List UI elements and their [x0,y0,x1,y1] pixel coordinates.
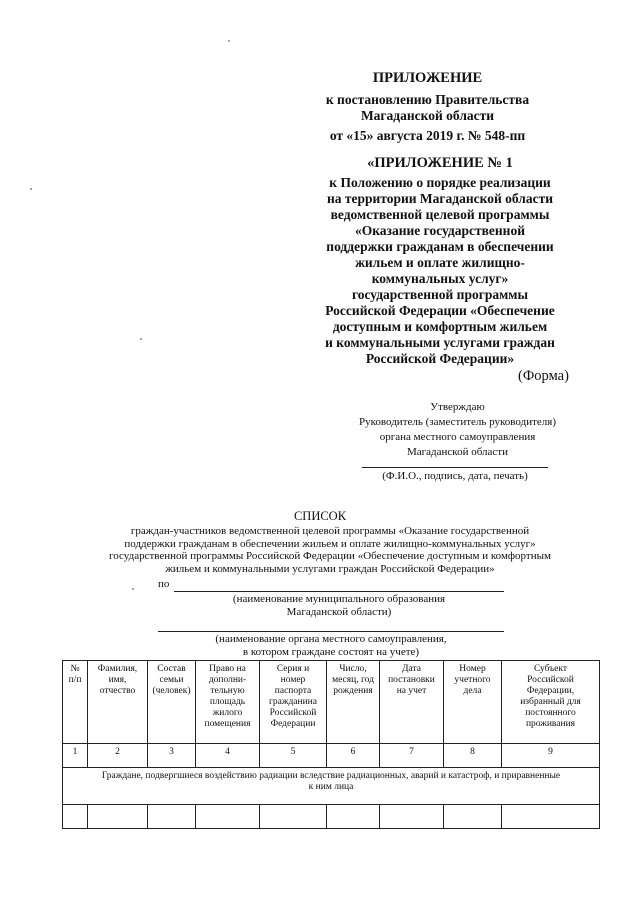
table-cell[interactable] [444,805,502,829]
list-line: государственной программы Российской Федерации «Обеспечение доступным и комфортным [109,550,551,562]
column-number: 4 [196,744,260,768]
authority-caption-line: в котором граждане состоят на учете) [242,646,420,658]
column-header: Число, месяц, год рождения [327,661,380,744]
appendix-line: ведомственной целевой программы [330,207,550,222]
form-label: (Форма) [518,368,569,384]
municipality-line [174,591,504,592]
appendix-line: на территории Магаданской области [326,191,554,206]
column-number: 7 [380,744,444,768]
column-header: Дата постановки на учет [380,661,444,744]
table-header-row [63,661,600,744]
appendix-line: доступным и комфортным жильем [332,319,548,334]
category-line: Граждане, подвергшиеся воздействию радиации вследствие радиационных, аварий и катастроф, и приравненные [101,771,561,781]
column-header: Состав семьи (человек) [148,661,196,744]
column-header: № п/п [63,661,88,744]
approval [330,400,585,460]
column-header: Серия и номер паспорта гражданина Российской Федерации [260,661,327,744]
column-number: 6 [327,744,380,768]
scan-speck [132,588,134,590]
scan-speck [140,338,142,340]
table-cell[interactable] [327,805,380,829]
authority-caption-line: (наименование органа местного самоуправления, [215,633,447,645]
municipality-caption-line: (наименование муниципального образования [232,593,446,605]
table-row [63,805,600,829]
category-line: к ним лица [308,782,354,792]
appendix-line: и коммунальными услугами граждан [325,335,555,350]
approval-line: органа местного самоуправления [379,431,536,443]
header-line4: от «15» августа 2019 г. № 548-пп [329,128,526,143]
category-row [63,768,600,805]
appendix [295,155,585,367]
authority-line [158,631,504,632]
appendix-line: «Оказание государственной [354,223,525,238]
column-number: 3 [148,744,196,768]
scan-speck [30,188,32,190]
appendix-line: к Положению о порядке реализации [329,175,551,190]
list-title: СПИСОК [293,509,347,523]
appendix-line: коммунальных услуг» [371,271,509,286]
municipality-caption [174,593,504,619]
appendix-line: жильем и оплате жилищно- [355,255,525,270]
table-cell[interactable] [196,805,260,829]
scan-speck [228,40,230,42]
column-header: Право на дополни- тельную площадь жилого помещения [196,661,260,744]
header-line3: Магаданской области [360,108,495,123]
column-header: Номер учетного дела [444,661,502,744]
citizens-table [62,660,600,829]
column-number: 5 [260,744,327,768]
column-number: 2 [88,744,148,768]
table-cell[interactable] [63,805,88,829]
column-header: Фамилия, имя, отчество [88,661,148,744]
header-line2: к постановлению Правительства [325,92,530,107]
list-line: граждан-участников ведомственной целевой программы «Оказание государственной [130,525,530,537]
table-cell[interactable] [380,805,444,829]
list-description [60,525,600,575]
po-label: по [158,578,170,590]
column-header: Субъект Российской Федерации, избранный для постоянного проживания [502,661,600,744]
column-number: 1 [63,744,88,768]
appendix-title: «ПРИЛОЖЕНИЕ № 1 [367,155,513,171]
table-cell[interactable] [260,805,327,829]
appendix-line: Российской Федерации» [365,351,515,366]
column-number: 9 [502,744,600,768]
header [300,70,555,144]
approval-line: Магаданской области [407,446,508,458]
appendix-line: Российской Федерации «Обеспечение [325,303,555,318]
signature-caption: (Ф.И.О., подпись, дата, печать) [382,470,528,482]
appendix-line: государственной программы [351,287,529,302]
column-number-row [63,744,600,768]
signature-line [362,467,548,468]
authority-caption [158,633,504,659]
table-cell[interactable] [88,805,148,829]
table-cell[interactable] [148,805,196,829]
category-cell [63,768,600,805]
list-line: жильем и коммунальными услугами граждан Российской Федерации» [165,562,495,575]
approval-line: Руководитель (заместитель руководителя) [359,416,556,428]
header-title: ПРИЛОЖЕНИЕ [372,70,483,86]
list-line: поддержки гражданам в обеспечении жильем и оплате жилищно-коммунальных услуг» [124,537,536,550]
column-number: 8 [444,744,502,768]
appendix-line: поддержки гражданам в обеспечении [326,239,554,254]
table-cell[interactable] [502,805,600,829]
municipality-caption-line: Магаданской области) [286,606,392,618]
approval-line: Утверждаю [430,401,485,413]
